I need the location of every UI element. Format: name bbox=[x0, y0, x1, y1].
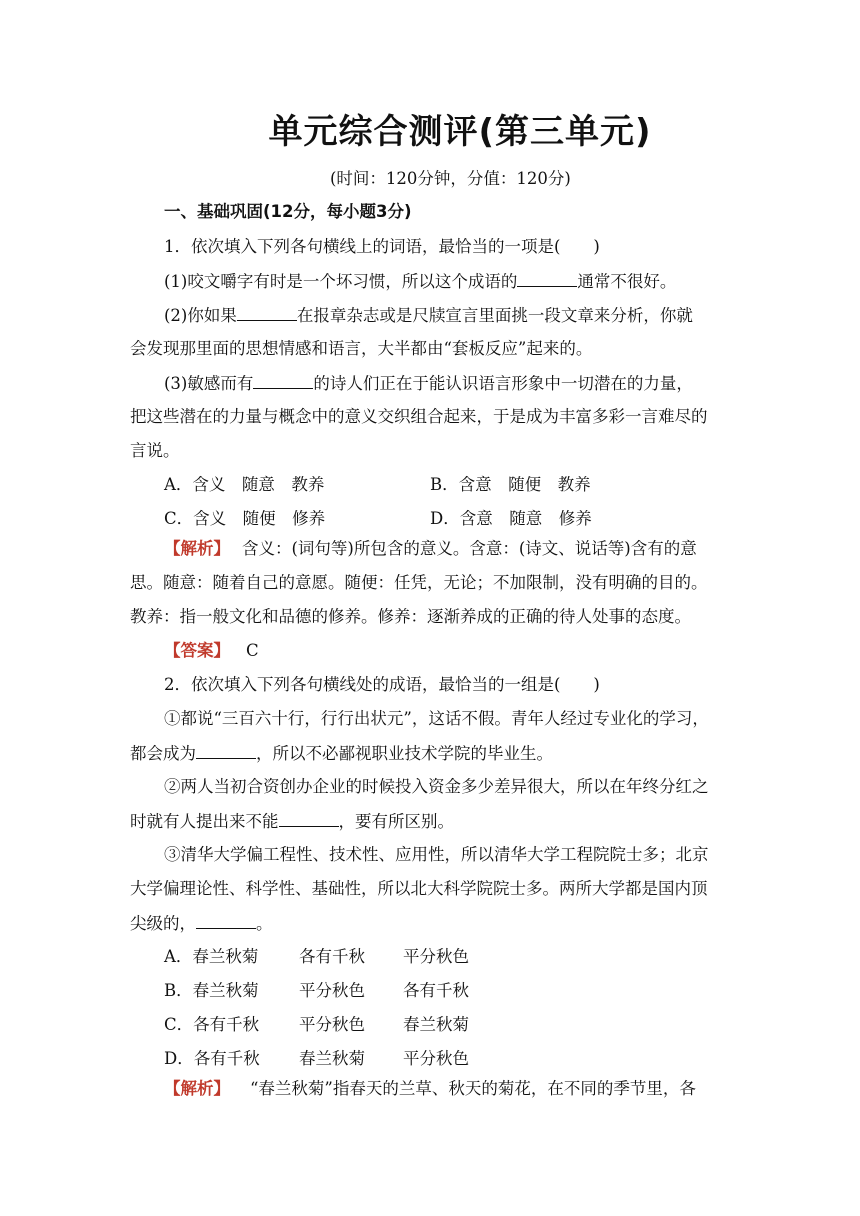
q2-sentence-1-cont bbox=[130, 742, 553, 765]
q1-s2-part-a: (2)你如果 bbox=[164, 306, 237, 325]
q2-sentence-2-cont bbox=[130, 810, 454, 833]
q2-analysis-text-1: “春兰秋菊”指春天的兰草、秋天的菊花，在不同的季节里，各 bbox=[250, 1079, 696, 1098]
analysis-tag: 【解析】 bbox=[164, 539, 230, 558]
q2-option-c bbox=[164, 1011, 469, 1035]
option-item: 平分秋色 bbox=[299, 1015, 365, 1034]
answer-tag: 【答案】 bbox=[164, 641, 230, 660]
option-item: 春兰秋菊 bbox=[299, 1049, 365, 1068]
q1-analysis-text-1: 含义：(词句等)所包含的意义。含意：(诗文、说话等)含有的意 bbox=[242, 539, 697, 558]
q1-answer bbox=[164, 640, 259, 662]
answer-blank bbox=[253, 372, 313, 389]
option-item: 平分秋色 bbox=[403, 947, 469, 966]
option-label: A．春兰秋菊 bbox=[164, 947, 259, 966]
q1-option-c: C．含义 随便 修养 bbox=[164, 509, 326, 528]
q1-sentence-3 bbox=[164, 372, 693, 395]
q2-s2-part-c: ，要有所区别。 bbox=[338, 812, 454, 831]
option-item: 春兰秋菊 bbox=[403, 1015, 469, 1034]
section-heading: 一、基础巩固(12分，每小题3分) bbox=[164, 202, 412, 221]
option-item: 平分秋色 bbox=[403, 1049, 469, 1068]
answer-value: C bbox=[246, 641, 259, 660]
question-1-stem: 1．依次填入下列各句横线上的词语，最恰当的一项是( ) bbox=[164, 237, 600, 256]
q1-analysis-line-1 bbox=[164, 538, 697, 560]
page-title: 单元综合测评(第三单元) bbox=[268, 112, 652, 152]
option-item: 各有千秋 bbox=[403, 981, 469, 1000]
q2-option-d bbox=[164, 1045, 469, 1069]
q2-s1-part-b: 都会成为 bbox=[130, 744, 196, 763]
q2-s2-part-b: 时就有人提出来不能 bbox=[130, 812, 279, 831]
q1-option-d: D．含意 随意 修养 bbox=[430, 509, 592, 528]
q2-sentence-3-end bbox=[130, 912, 273, 935]
q1-s3-part-a: (3)敏感而有 bbox=[164, 374, 254, 393]
q2-s3-part-d: 。 bbox=[256, 914, 273, 933]
answer-blank bbox=[517, 270, 577, 287]
q1-option-a: A．含义 随意 教养 bbox=[164, 475, 325, 494]
q2-analysis-line-1 bbox=[164, 1078, 696, 1100]
q1-s3-part-d: 言说。 bbox=[130, 441, 180, 460]
option-item: 平分秋色 bbox=[299, 981, 365, 1000]
q2-option-a bbox=[164, 943, 469, 967]
q2-s3-part-c: 尖级的， bbox=[130, 914, 196, 933]
option-label: C．各有千秋 bbox=[164, 1015, 260, 1034]
q1-sentence-2 bbox=[164, 304, 693, 327]
q1-s3-part-c: 把这些潜在的力量与概念中的意义交织组合起来，于是成为丰富多彩一言难尽的 bbox=[130, 407, 708, 426]
option-label: B．春兰秋菊 bbox=[164, 981, 259, 1000]
q1-option-b: B．含意 随便 教养 bbox=[430, 475, 591, 494]
analysis-tag: 【解析】 bbox=[164, 1079, 230, 1098]
q1-analysis-line-3: 教养：指一般文化和品德的修养。修养：逐渐养成的正确的待人处事的态度。 bbox=[130, 607, 691, 626]
q1-analysis-line-2: 思。随意：随着自己的意愿。随便：任凭，无论；不加限制，没有明确的目的。 bbox=[130, 573, 708, 592]
q1-s2-part-b: 在报章杂志或是尺牍宣言里面挑一段文章来分析，你就 bbox=[296, 306, 693, 325]
q1-s1-part-b: 通常不很好。 bbox=[577, 272, 677, 291]
q1-s2-part-c: 会发现那里面的思想情感和语言，大半都由“套板反应”起来的。 bbox=[130, 339, 593, 358]
answer-blank bbox=[279, 810, 339, 827]
q2-option-b bbox=[164, 977, 469, 1001]
q1-s3-part-b: 的诗人们正在于能认识语言形象中一切潜在的力量， bbox=[313, 374, 693, 393]
subtitle: (时间：120分钟，分值：120分) bbox=[330, 169, 571, 188]
q2-s2-part-a: ②两人当初合资创办企业的时候投入资金多少差异很大，所以在年终分红之 bbox=[164, 777, 709, 796]
q2-s1-part-c: ，所以不必鄙视职业技术学院的毕业生。 bbox=[256, 744, 553, 763]
q1-sentence-1 bbox=[164, 270, 676, 293]
q2-s3-part-b: 大学偏理论性、科学性、基础性，所以北大科学院院士多。两所大学都是国内顶 bbox=[130, 879, 708, 898]
answer-blank bbox=[237, 304, 297, 321]
answer-blank bbox=[196, 912, 256, 929]
question-2-stem: 2．依次填入下列各句横线处的成语，最恰当的一组是( ) bbox=[164, 675, 600, 694]
answer-blank bbox=[196, 742, 256, 759]
option-item: 各有千秋 bbox=[299, 947, 365, 966]
q2-s1-part-a: ①都说“三百六十行，行行出状元”，这话不假。青年人经过专业化的学习， bbox=[164, 709, 709, 728]
option-label: D．各有千秋 bbox=[164, 1049, 260, 1068]
q1-s1-part-a: (1)咬文嚼字有时是一个坏习惯，所以这个成语的 bbox=[164, 272, 518, 291]
q2-s3-part-a: ③清华大学偏工程性、技术性、应用性，所以清华大学工程院院士多；北京 bbox=[164, 845, 709, 864]
